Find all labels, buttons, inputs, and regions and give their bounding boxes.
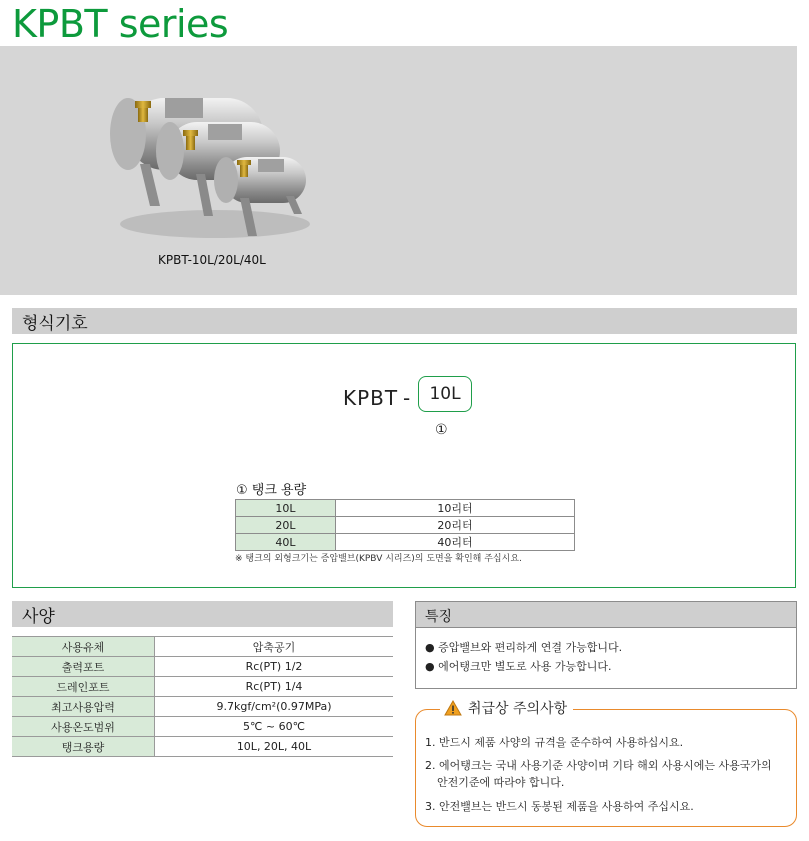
- capacity-code: 40L: [236, 534, 336, 551]
- caution-item: 안전기준에 따라야 합니다.: [437, 776, 565, 789]
- capacity-table: [235, 499, 575, 551]
- model-code: KPBT: [343, 386, 399, 410]
- caution-title: 취급상 주의사항: [468, 701, 568, 717]
- features-box: [415, 601, 797, 689]
- product-image-panel: [0, 46, 797, 295]
- spec-label: 사용온도범위: [12, 717, 155, 737]
- spec-section-heading: [12, 601, 393, 627]
- spec-label: 최고사용압력: [12, 697, 155, 717]
- feature-item: ● 에어탱크만 별도로 사용 가능합니다.: [425, 660, 612, 673]
- table-row: [12, 637, 393, 657]
- table-row: [236, 517, 575, 534]
- capacity-desc: 40리터: [336, 534, 575, 551]
- table-row: [12, 657, 393, 677]
- spec-label: 출력포트: [12, 657, 155, 677]
- table-row: [12, 717, 393, 737]
- caution-heading: [440, 699, 573, 719]
- spec-label: 사용유체: [12, 637, 155, 657]
- capacity-desc: 10리터: [336, 500, 575, 517]
- capacity-note: ※ 탱크의 외형크기는 증압밸브(KPBV 시리즈)의 도면을 확인해 주십시요.: [235, 554, 522, 564]
- capacity-desc: 20리터: [336, 517, 575, 534]
- features-heading: [416, 602, 796, 628]
- spec-value: 10L, 20L, 40L: [155, 737, 394, 757]
- model-dash: -: [403, 386, 411, 410]
- spec-label: 드레인포트: [12, 677, 155, 697]
- model-code-box: [12, 343, 796, 588]
- spec-label: 탱크용량: [12, 737, 155, 757]
- model-option-pill: 10L: [418, 376, 472, 412]
- model-section-title: 형식기호: [22, 314, 88, 334]
- spec-value: Rc(PT) 1/2: [155, 657, 394, 677]
- table-row: [12, 737, 393, 757]
- caution-box: [415, 709, 797, 827]
- spec-value: 5℃ ~ 60℃: [155, 717, 394, 737]
- table-row: [236, 534, 575, 551]
- caution-item: 2. 에어탱크는 국내 사용기준 사양이며 기타 해외 사용시에는 사용국가의: [425, 759, 772, 772]
- spec-value: 압축공기: [155, 637, 394, 657]
- features-title: 특징: [425, 609, 453, 625]
- product-caption: KPBT-10L/20L/40L: [158, 253, 266, 267]
- table-row: [12, 697, 393, 717]
- air-tank-product-image: [0, 46, 797, 295]
- warning-triangle-icon: [444, 700, 462, 716]
- table-row: [12, 677, 393, 697]
- spec-section-title: 사양: [22, 607, 55, 627]
- model-section-heading: [12, 308, 797, 334]
- model-option-number: ①: [435, 422, 448, 438]
- capacity-code: 10L: [236, 500, 336, 517]
- caution-item: 1. 반드시 제품 사양의 규격을 준수하여 사용하십시요.: [425, 736, 684, 749]
- spec-value: 9.7kgf/cm²(0.97MPa): [155, 697, 394, 717]
- page-title: KPBT series: [12, 2, 229, 46]
- spec-table: [12, 636, 393, 757]
- feature-item: ● 증압밸브와 편리하게 연결 가능합니다.: [425, 641, 623, 654]
- capacity-code: 20L: [236, 517, 336, 534]
- spec-value: Rc(PT) 1/4: [155, 677, 394, 697]
- table-row: [236, 500, 575, 517]
- caution-item: 3. 안전밸브는 반드시 동봉된 제품을 사용하여 주십시요.: [425, 800, 694, 813]
- capacity-label: ① 탱크 용량: [236, 483, 307, 498]
